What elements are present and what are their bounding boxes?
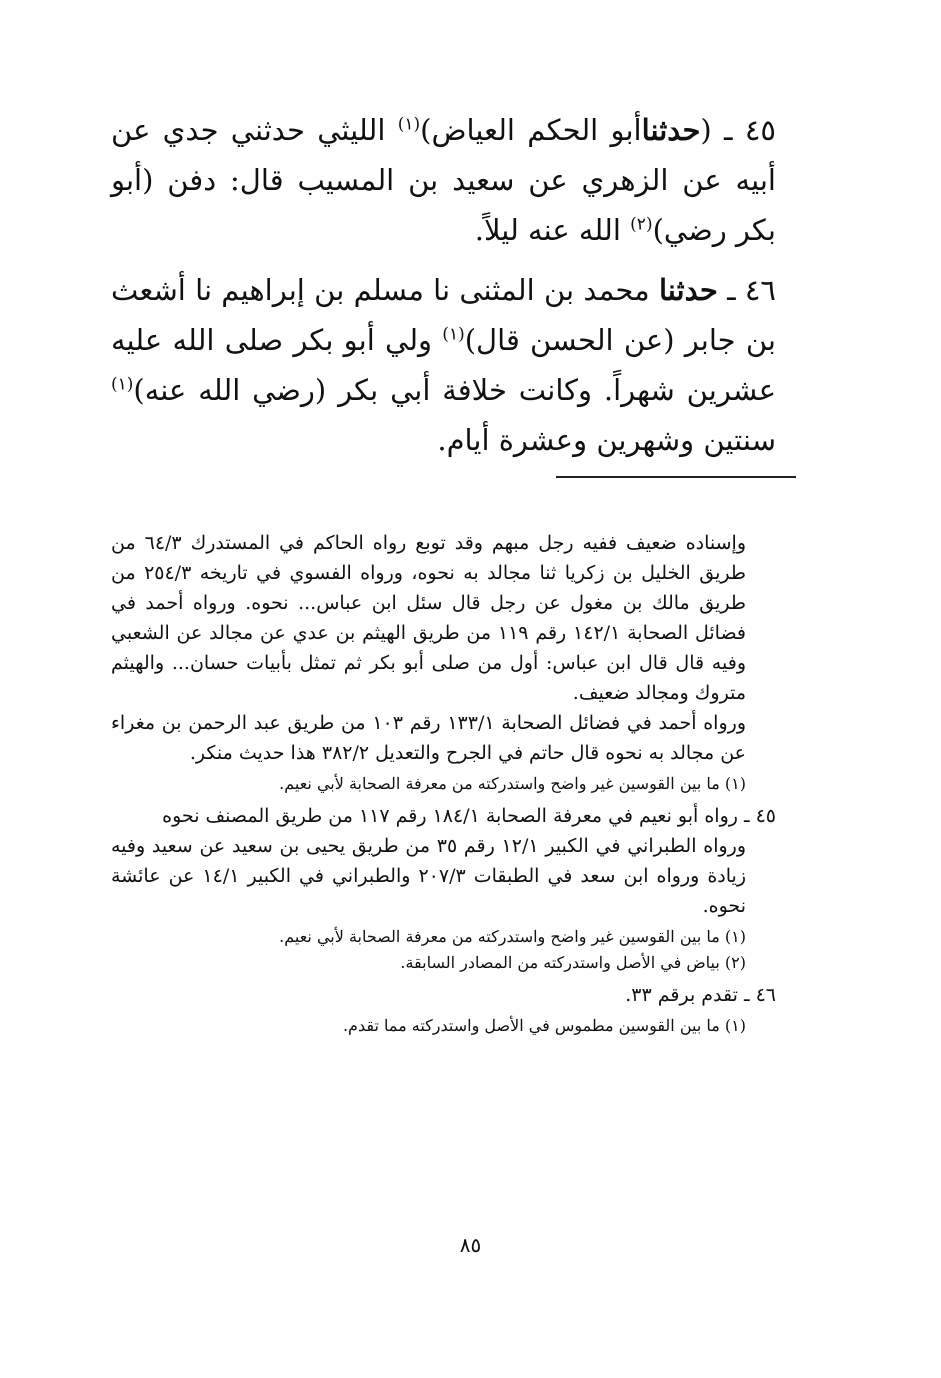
footnote-note-a: (١) ما بين القوسين غير واضح واستدركته من معرفة الصحابة لأبي نعيم. bbox=[279, 774, 746, 793]
hadith-45-text bbox=[111, 105, 776, 255]
footnote-item-45-rest: ورواه الطبراني في الكبير ١٢/١ رقم ٣٥ من طريق يحيى بن سعيد عن سعيد وفيه زيادة ورواه ابن سعد في الطبقات ٢٠٧/٣ والطبراني في الكبير ١٤/١ عن عائشة نحوه. bbox=[111, 835, 746, 917]
footnote-item-46 bbox=[111, 980, 776, 1010]
hadith-46-part3: سنتين وشهرين وعشرة أيام. bbox=[437, 423, 776, 457]
footnote-item-45-number: ٤٥ ـ bbox=[743, 805, 776, 827]
hadith-45-part3: الله عنه ليلاً. bbox=[474, 213, 621, 247]
hadith-46-part1: محمد بن المثنى نا مسلم بن إبراهيم نا أشعث بن جابر (عن الحسن قال) bbox=[111, 273, 776, 357]
footnote-item-45-first: رواه أبو نعيم في معرفة الصحابة ١٨٤/١ رقم ١١٧ من طريق المصنف نحوه bbox=[162, 805, 738, 827]
hadith-45-part2: الليثي حدثني جدي عن أبيه عن الزهري عن سعيد بن المسيب قال: دفن (أبو بكر رضي) bbox=[111, 113, 776, 247]
hadith-45-note2-marker: (٢) bbox=[630, 214, 653, 235]
footnote-separator bbox=[556, 476, 796, 478]
footnote-item-45 bbox=[111, 801, 776, 921]
hadith-45-number: ٤٥ ـ bbox=[724, 113, 776, 147]
hadith-45-part1: أبو الحكم العياض) bbox=[420, 113, 642, 147]
hadith-45-note1-marker: (١) bbox=[397, 114, 421, 135]
hadith-46-note2-marker: (١) bbox=[111, 374, 134, 395]
hadith-46-number: ٤٦ ـ bbox=[727, 273, 777, 307]
hadith-46-note1-marker: (١) bbox=[442, 324, 465, 345]
hadith-46-part2: ولي أبو بكر صلى الله عليه عشرين شهراً. وكانت خلافة أبي بكر (رضي الله عنه) bbox=[111, 323, 776, 407]
footnote-item-46-text: تقدم برقم ٣٣. bbox=[625, 984, 738, 1006]
footnote-item-46-number: ٤٦ ـ bbox=[743, 984, 776, 1006]
hadith-46-paragraph bbox=[111, 265, 776, 465]
hadith-45-lead: حدثنا bbox=[641, 113, 701, 147]
footnote-note-c: (٢) بياض في الأصل واستدركته من المصادر السابقة. bbox=[400, 953, 746, 972]
footnote-note-d: (١) ما بين القوسين مطموس في الأصل واستدركته مما تقدم. bbox=[342, 1016, 746, 1035]
footnote-paragraph-1: وإسناده ضعيف ففيه رجل مبهم وقد توبع رواه الحاكم في المستدرك ٦٤/٣ من طريق الخليل بن زكريا ثنا مجالد به نحوه، ورواه الفسوي في تاريخه ٢٥٤/٣ من طريق مالك بن مغول عن رجل قال سئل ابن عباس... نحوه. ورواه أحمد في فضائل الصحابة ١٤٢/١ رقم ١١٩ من طريق الهيثم بن عدي عن مجالد عن الشعبي وفيه قال قال ابن عباس: أول من صلى أبو بكر ثم تمثل بأبيات حسان... والهيثم متروك ومجالد ضعيف. bbox=[111, 532, 747, 704]
hadith-45-paragraph: ٤٥ ـ (حدثناأبو الحكم العياض)$^{(١)}$ الليثي حدثني جدي عن أبيه عن الزهري عن سعيد بن المسيب قال: دفن (أبو بكر رضي)$^{(٢)}$ الله عنه ليلاً. bbox=[111, 113, 776, 247]
footnote-note-b: (١) ما بين القوسين غير واضح واستدركته من معرفة الصحابة لأبي نعيم. bbox=[279, 927, 746, 946]
hadith-46-lead: حدثنا bbox=[658, 273, 718, 307]
hadith-46-text bbox=[111, 265, 776, 465]
footnote-paragraph-2: ورواه أحمد في فضائل الصحابة ١٣٣/١ رقم ١٠٣ من طريق عبد الرحمن بن مغراء عن مجالد به نحوه قال حاتم في الجرح والتعديل ٣٨٢/٢ هذا حديث منكر. bbox=[111, 712, 746, 764]
page-number: ٨٥ bbox=[459, 1233, 482, 1257]
footnotes-section bbox=[111, 528, 776, 1043]
